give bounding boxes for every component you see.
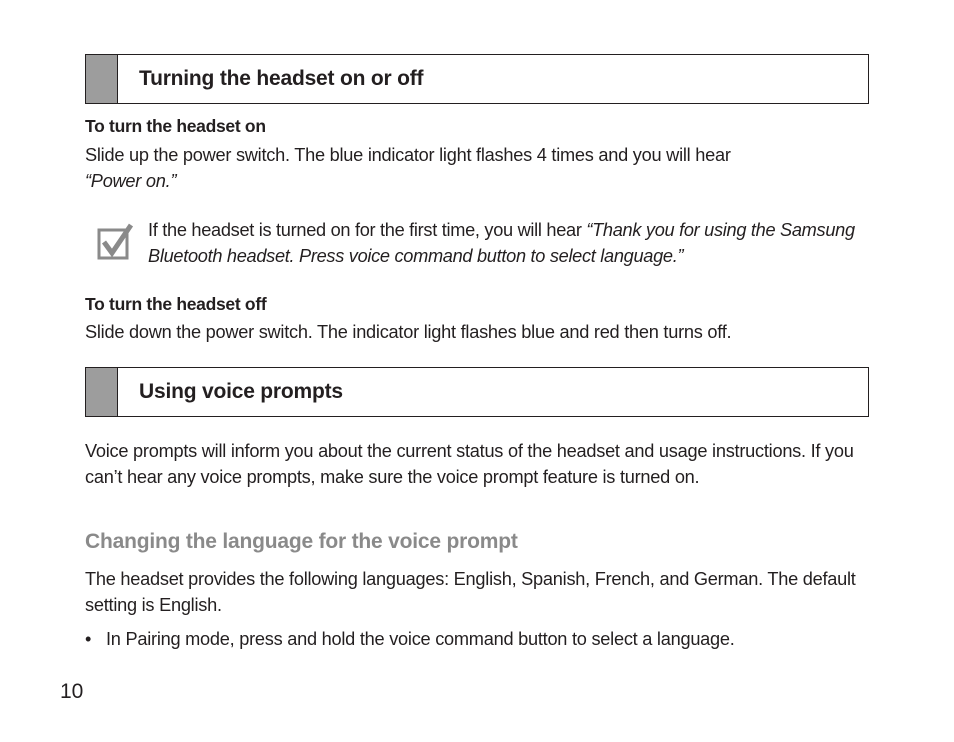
section-tab-marker: [86, 368, 118, 416]
bullet-dot: •: [85, 629, 92, 649]
section-header-turning-on-off: [85, 54, 869, 104]
page-number: 10: [60, 680, 84, 703]
paragraph-turn-off: Slide down the power switch. The indicator light flashes blue and red then turns off.: [85, 322, 732, 342]
section-title: Using voice prompts: [139, 380, 343, 403]
subheading-turn-on: To turn the headset on: [85, 116, 266, 136]
note-italic: “Thank you for using the Samsung Bluetooth headset. Press voice command button to select language.”: [148, 220, 855, 266]
section-tab-marker: [86, 55, 118, 103]
note-text: If the headset is turned on for the first time, you will hear: [148, 220, 587, 240]
bullet-text: In Pairing mode, press and hold the voice command button to select a language.: [106, 629, 735, 649]
checkbox-check-icon: [97, 222, 133, 262]
note-first-time: [148, 217, 878, 269]
section-header-voice-prompts: [85, 367, 869, 417]
list-item: [85, 626, 885, 652]
turn-on-italic: “Power on.”: [85, 171, 177, 191]
subheading-turn-off: To turn the headset off: [85, 294, 267, 314]
paragraph-voice-prompts-intro: Voice prompts will inform you about the current status of the headset and usage instructions. If you can’t hear any voice prompts, make sure the voice prompt feature is turned on.: [85, 441, 854, 487]
turn-on-text: Slide up the power switch. The blue indicator light flashes 4 times and you will hear: [85, 145, 731, 165]
section-title: Turning the headset on or off: [139, 67, 424, 90]
subheading-change-language: Changing the language for the voice prompt: [85, 530, 518, 553]
paragraph-languages: The headset provides the following languages: English, Spanish, French, and German. The default setting is English.: [85, 569, 856, 615]
paragraph-turn-on: [85, 142, 875, 194]
